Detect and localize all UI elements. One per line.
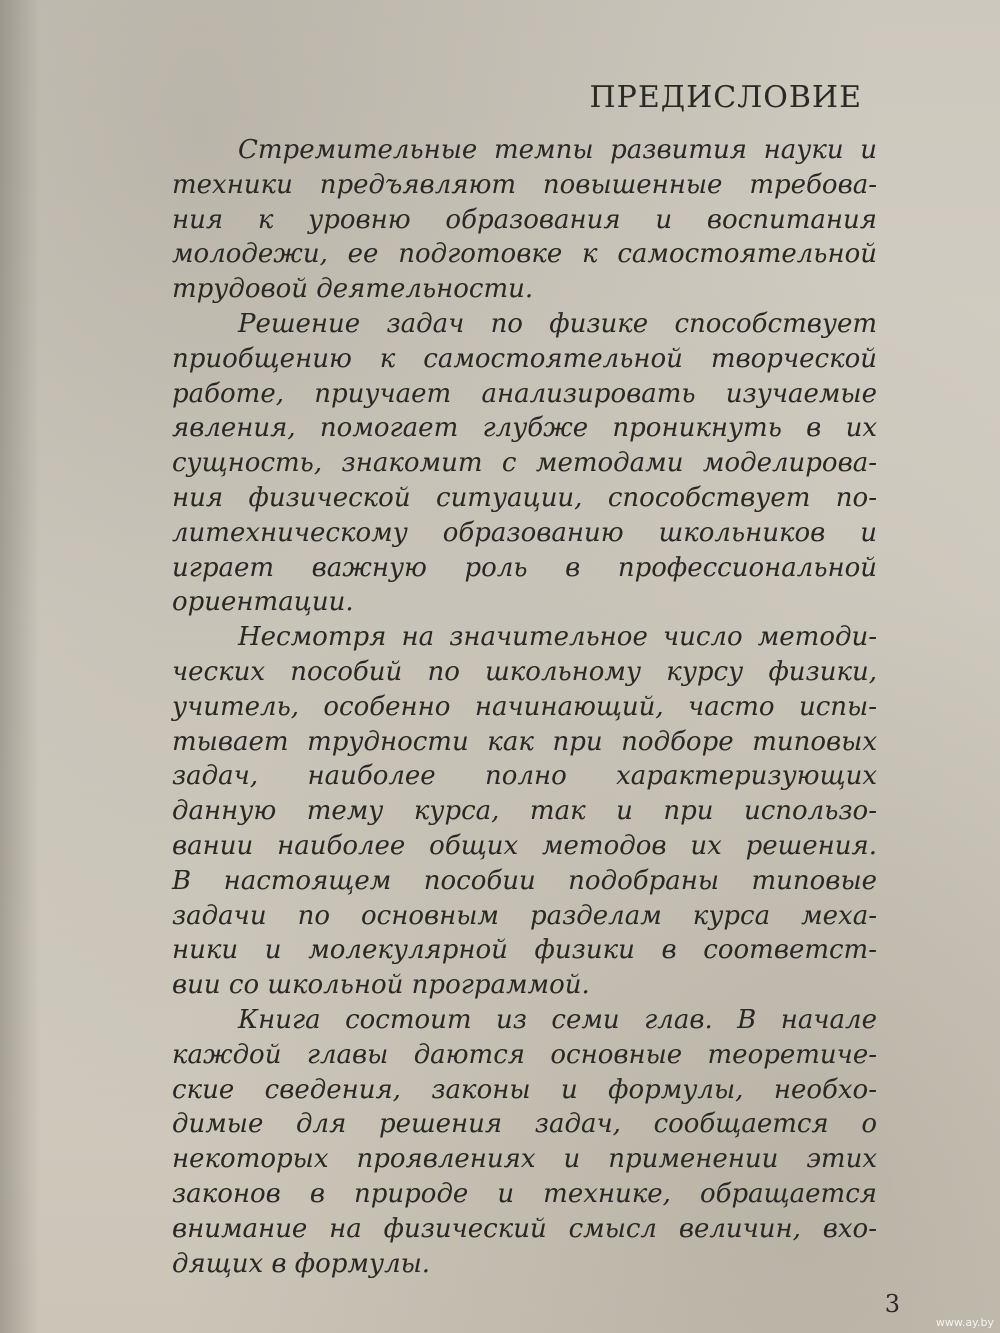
text-line: ческих пособий по школьному курсу физики,	[172, 656, 877, 687]
text-line: димые для решения задач, сообщается о	[172, 1109, 877, 1140]
text-line: задачи по основным разделам курса меха-	[172, 900, 877, 931]
paragraph-3	[172, 620, 877, 1003]
text-line: трудовой деятельности.	[172, 274, 534, 305]
text-line: законов в природе и технике, обращается	[172, 1178, 877, 1209]
text-line: некоторых проявлениях и применении этих	[172, 1144, 877, 1175]
text-line: вании наиболее общих методов их решения.	[172, 830, 877, 861]
text-line: ские сведения, законы и формулы, необхо-	[172, 1074, 877, 1105]
text-line: тывает трудности как при подборе типовых	[172, 726, 877, 757]
text-line: учитель, особенно начинающий, часто испы-	[172, 691, 877, 722]
text-line: Книга состоит из семи глав. В начале	[238, 1004, 877, 1035]
text-line: задач, наиболее полно характеризующих	[172, 761, 877, 792]
text-line: внимание на физический смысл величин, вхо-	[172, 1213, 877, 1244]
text-line: вии со школьной программой.	[172, 970, 590, 1001]
body-text	[172, 133, 877, 1281]
text-line: ориентации.	[172, 587, 354, 618]
text-line: данную тему курса, так и при использо-	[172, 796, 877, 827]
text-line: работе, приучает анализировать изучаемые	[172, 378, 877, 409]
text-line: явления, помогает глубже проникнуть в их	[172, 413, 877, 444]
page-number: 3	[884, 1290, 900, 1318]
text-line: сущность, знакомит с методами моделирова-	[172, 448, 877, 479]
text-line: играет важную роль в профессиональной	[172, 552, 877, 583]
paragraph-4	[172, 1003, 877, 1281]
paragraph-2	[172, 307, 877, 620]
text-line: каждой главы даются основные теоретиче-	[172, 1039, 877, 1070]
text-line: В настоящем пособии подобраны типовые	[172, 865, 877, 896]
watermark: www.ay.by	[935, 1316, 994, 1329]
chapter-title: ПРЕДИСЛОВИЕ	[589, 80, 862, 115]
text-line: Стремительные темпы развития науки и	[238, 135, 877, 165]
text-line: Решение задач по физике способствует	[238, 308, 877, 339]
text-line: литехническому образованию школьников и	[172, 517, 877, 548]
text-line: дящих в формулы.	[172, 1248, 431, 1279]
text-line: приобщению к самостоятельной творческой	[172, 343, 877, 374]
text-line: ния к уровню образования и воспитания	[172, 204, 877, 235]
text-line: Несмотря на значительное число методи-	[238, 622, 877, 653]
text-line: молодежи, ее подготовке к самостоятельной	[172, 239, 877, 270]
page-shadow	[0, 0, 40, 1333]
paragraph-1	[172, 133, 877, 307]
text-line: техники предъявляют повышенные требова-	[172, 169, 877, 200]
text-line: ники и молекулярной физики в соответст-	[172, 935, 877, 966]
show-through-text	[300, 0, 920, 45]
text-line: ния физической ситуации, способствует по-	[172, 482, 877, 513]
